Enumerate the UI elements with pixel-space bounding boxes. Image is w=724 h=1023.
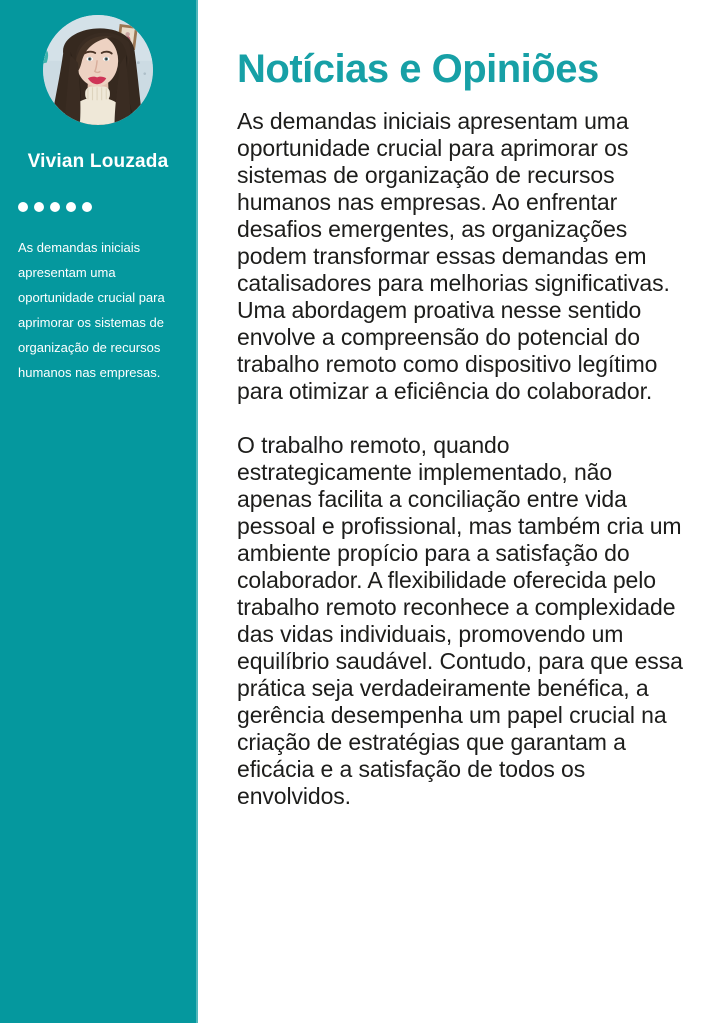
author-photo xyxy=(43,15,153,125)
page-title: Notícias e Opiniões xyxy=(237,47,599,91)
sidebar-summary: As demandas iniciais apresentam uma oportunidade crucial para aprimorar os sistemas de organização de recursos humanos nas empresas. xyxy=(18,239,165,380)
dots-separator xyxy=(18,202,196,212)
author-avatar xyxy=(43,15,153,125)
dot xyxy=(18,202,28,212)
sidebar xyxy=(0,0,198,1023)
dot xyxy=(50,202,60,212)
article-paragraph-2: O trabalho remoto, quando estrategicamente implementado, não apenas facilita a conciliação entre vida pessoal e profissional, mas também cria um ambiente propício para a satisfação do colaborador. A flexibilidade oferecida pelo trabalho remoto reconhece a complexidade das vidas individuais, promovendo um equilíbrio saudável. Contudo, para que essa prática seja verdadeiramente benéfica, a gerência desempenha um papel crucial na criação de estratégias que garantam a eficácia e a satisfação de todos os envolvidos. xyxy=(237,432,683,809)
dot xyxy=(82,202,92,212)
dot xyxy=(66,202,76,212)
article-paragraph-1: As demandas iniciais apresentam uma oportunidade crucial para aprimorar os sistemas de organização de recursos humanos nas empresas. Ao enfrentar desafios emergentes, as organizações podem transformar essas demandas em catalisadores para melhorias significativas. Uma abordagem proativa nesse sentido envolve a compreensão do potencial do trabalho remoto como dispositivo legítimo para otimizar a eficiência do colaborador. xyxy=(237,108,670,404)
author-name: Vivian Louzada xyxy=(27,151,169,172)
dot xyxy=(34,202,44,212)
main-content xyxy=(198,0,724,1023)
